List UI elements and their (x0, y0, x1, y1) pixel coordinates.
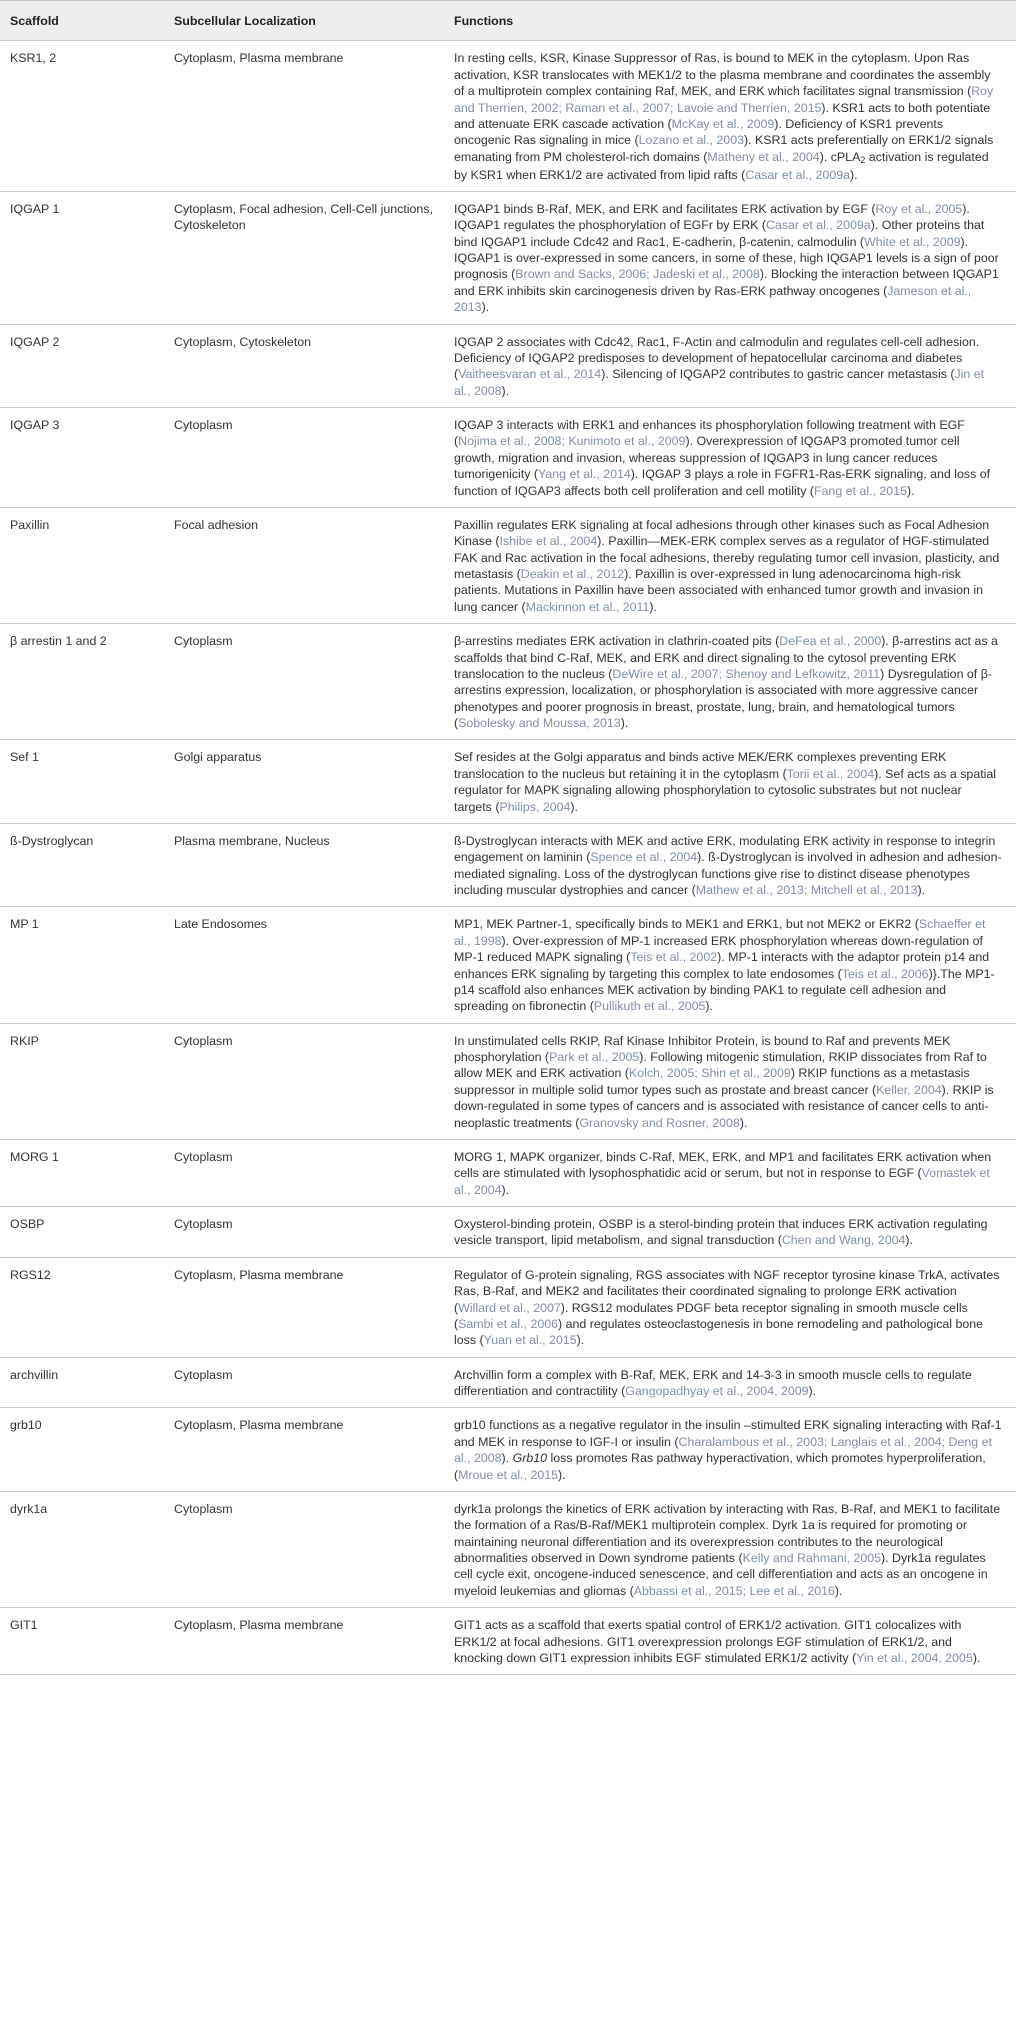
citation-link[interactable]: Fang et al., 2015 (813, 483, 907, 498)
functions-cell (444, 1207, 1016, 1258)
scaffold-cell: β arrestin 1 and 2 (0, 624, 164, 740)
citation-link[interactable]: Park et al., 2005 (549, 1050, 640, 1064)
table-header (0, 1, 1016, 41)
scaffold-cell: KSR1, 2 (0, 41, 164, 192)
localization-cell: Cytoplasm (164, 1491, 444, 1607)
column-header-localization: Subcellular Localization (164, 1, 444, 41)
functions-cell (444, 740, 1016, 824)
column-header-scaffold: Scaffold (0, 1, 164, 41)
functions-cell (444, 41, 1016, 192)
citation-link[interactable]: Gangopadhyay et al., 2004, 2009 (625, 1384, 809, 1398)
function-text: ). KSR1 acts preferentially on ERK1/2 signals emanating from PM cholesterol-rich domains ( (454, 133, 994, 164)
table-row (0, 507, 1016, 623)
function-text: IQGAP 2 associates with Cdc42, Rac1, F-Actin and calmodulin and regulates cell-cell adhesion. Deficiency of IQGAP2 predisposes to development of hepatocellular carcinoma and diabetes ( (454, 334, 980, 382)
functions-cell (444, 1139, 1016, 1206)
scaffold-cell: IQGAP 3 (0, 408, 164, 508)
table-row (0, 1023, 1016, 1139)
citation-link[interactable]: DeFea et al., 2000 (779, 634, 882, 649)
function-text: ). KSR1 acts to both potentiate and attenuate ERK cascade activation ( (454, 100, 991, 131)
function-text: ). IQGAP 3 plays a role in FGFR1-Ras-ERK signaling, and loss of function of IQGAP3 affects both cell proliferation and cell motility ( (454, 467, 991, 498)
function-text: ). MP-1 interacts with the adaptor protein p14 and enhances ERK signaling by targeting this complex to late endosomes ( (454, 950, 990, 981)
function-text: IQGAP1 binds B-Raf, MEK, and ERK and facilitates ERK activation by EGF ( (454, 201, 876, 216)
function-text: In resting cells, KSR, Kinase Suppressor of Ras, is bound to MEK in the cytoplasm. Upon Ras activation, KSR translocates with MEK1/2 to the plasma membrane and coordinates the assembly of a multiprotein complex containing Raf, MEK, and ERK which facilitates signal transmission ( (454, 51, 991, 99)
table-row (0, 1207, 1016, 1258)
functions-cell (444, 1608, 1016, 1675)
function-text: ). RKIP is down-regulated in some types of cancers and is associated with resistance of cancer cells to anti-neoplastic treatments ( (454, 1082, 994, 1130)
citation-link[interactable]: DeWire et al., 2007; Shenoy and Lefkowitz, 2011 (612, 666, 881, 681)
table-row (0, 624, 1016, 740)
functions-cell (444, 408, 1016, 508)
localization-cell: Plasma membrane, Nucleus (164, 823, 444, 907)
citation-link[interactable]: Mackinnon et al., 2011 (525, 599, 650, 614)
function-text: ). β-arrestins act as a scaffolds that bind C-Raf, MEK, and ERK and direct signaling to the cytosol preventing ERK translocation to the nucleus ( (454, 634, 998, 681)
function-text: ). (558, 1467, 566, 1482)
localization-cell: Cytoplasm (164, 1139, 444, 1206)
function-text: ). (906, 483, 915, 498)
function-text: ). (649, 599, 657, 614)
function-text: ). Other proteins that bind IQGAP1 include Cdc42 and Rac1, E-cadherin, β-catenin, calmodulin ( (454, 218, 985, 249)
scaffold-cell: OSBP (0, 1207, 164, 1258)
citation-link[interactable]: Casar et al., 2009a (745, 167, 851, 182)
localization-cell: Late Endosomes (164, 907, 444, 1023)
localization-cell: Cytoplasm, Plasma membrane (164, 1257, 444, 1357)
function-text: Regulator of G-protein signaling, RGS associates with NGF receptor tyrosine kinase TrkA, activates Ras, B-Raf, and MEK2 and facilitates their coordinated signaling to prolonge ERK activation ( (454, 1267, 1000, 1315)
function-text: ). cPLA (819, 149, 861, 164)
header-row (0, 1, 1016, 41)
function-text: ). (808, 1384, 817, 1398)
scaffold-cell: Paxillin (0, 507, 164, 623)
function-text: ). (705, 999, 713, 1014)
table-row (0, 1608, 1016, 1675)
scaffold-cell: IQGAP 1 (0, 191, 164, 324)
citation-link[interactable]: Jameson et al., 2013 (454, 283, 972, 315)
localization-cell: Cytoplasm, Cytoskeleton (164, 324, 444, 408)
citation-link[interactable]: Mroue et al., 2015 (458, 1467, 559, 1482)
function-text: ). (501, 1451, 513, 1466)
functions-cell (444, 324, 1016, 408)
function-text: IQGAP 3 interacts with ERK1 and enhances its phosphorylation following treatment with EGF ( (454, 418, 965, 449)
citation-link[interactable]: Jin et al., 2008 (454, 367, 985, 398)
localization-cell: Cytoplasm, Plasma membrane (164, 41, 444, 192)
citation-link[interactable]: Ishibe et al., 2004 (499, 534, 598, 549)
citation-link[interactable]: Torii et al., 2004 (786, 766, 875, 781)
function-text: dyrk1a prolongs the kinetics of ERK activation by interacting with Ras, B-Raf, and MEK1 to facilitate the formation of a Ras/B-Raf/MEK1 multiprotein complex. Dyrk 1a is required for promoting or maintaining neuronal differentiation and its overexpression contributes to the neurological abnormalities observed in Down syndrome patients ( (454, 1501, 1001, 1565)
functions-cell (444, 191, 1016, 324)
citation-link[interactable]: Casar et al., 2009a (765, 218, 871, 233)
function-text: ). (917, 883, 926, 897)
localization-cell: Golgi apparatus (164, 740, 444, 824)
function-text: MORG 1, MAPK organizer, binds C-Raf, MEK, ERK, and MP1 and facilitates ERK activation when cells are stimulated with lysophosphatidic acid or serum, but not in response to EGF ( (454, 1149, 992, 1181)
citation-link[interactable]: Pullikuth et al., 2005 (593, 999, 706, 1014)
function-text: ). (576, 1333, 585, 1348)
functions-cell (444, 1491, 1016, 1607)
citation-link[interactable]: Abbassi et al., 2015; Lee et al., 2016 (633, 1583, 835, 1598)
scaffold-cell: GIT1 (0, 1608, 164, 1675)
function-text: ). Over-expression of MP-1 increased ERK phosphorylation whereas down-regulation of MP-1 reduced MAPK signaling ( (454, 933, 983, 965)
citation-link[interactable]: Matheny et al., 2004 (707, 149, 820, 164)
citation-link[interactable]: Kolch, 2005; Shin et al., 2009 (628, 1066, 791, 1081)
function-text: ). (739, 1115, 748, 1130)
table-row (0, 191, 1016, 324)
function-text: activation is regulated by KSR1 when ERK1/2 are activated from lipid rafts ( (454, 149, 989, 182)
scaffold-cell: dyrk1a (0, 1491, 164, 1607)
function-text: ). Blocking the interaction between IQGAP1 and ERK inhibits skin carcinogenesis driven by Ras-ERK pathway oncogenes ( (454, 267, 999, 298)
function-text: In unstimulated cells RKIP, Raf Kinase Inhibitor Protein, is bound to Raf and prevents MEK phosphorylation ( (454, 1033, 951, 1064)
scaffold-cell: RGS12 (0, 1257, 164, 1357)
table-row (0, 907, 1016, 1023)
scaffold-cell: archvillin (0, 1357, 164, 1408)
citation-link[interactable]: Kelly and Rahmani, 2005 (742, 1551, 882, 1565)
function-text: ). Sef acts as a spatial regulator for MAPK signaling allowing phosphorylation to cytosolic substrates but not nuclear targets ( (454, 766, 997, 814)
function-text: ). Silencing of IQGAP2 contributes to gastric cancer metastasis ( (601, 367, 955, 382)
citation-link[interactable]: Teis et al., 2002 (630, 950, 718, 965)
function-text: ). IQGAP1 is over-expressed in some cancers, in some of these, high IQGAP1 levels is a sign of poor prognosis ( (454, 234, 999, 282)
function-text: ). Paxillin is over-expressed in lung adenocarcinoma high-risk patients. Mutations in Paxillin have been associated with enhanced tumor growth and invasion in lung cancer ( (454, 567, 983, 614)
function-text: ). (905, 1233, 913, 1248)
function-text: ). (850, 167, 858, 182)
functions-cell (444, 624, 1016, 740)
citation-link[interactable]: Lozano et al., 2003 (638, 133, 744, 148)
table-row (0, 1491, 1016, 1607)
citation-link[interactable]: Brown and Sacks, 2006; Jadeski et al., 2008 (515, 267, 760, 282)
citation-link[interactable]: Keller, 2004 (876, 1082, 942, 1097)
function-text: β-arrestins mediates ERK activation in clathrin-coated pits ( (454, 634, 780, 649)
table-row (0, 41, 1016, 192)
scaffold-cell: grb10 (0, 1408, 164, 1492)
function-text: ). Following mitogenic stimulation, RKIP dissociates from Raf to allow MEK and ERK activation ( (454, 1050, 987, 1081)
functions-cell (444, 1408, 1016, 1492)
citation-link[interactable]: Vomastek et al., 2004 (454, 1166, 990, 1197)
scaffold-cell: MP 1 (0, 907, 164, 1023)
citation-link[interactable]: Roy et al., 2005 (875, 201, 963, 216)
function-text: Oxysterol-binding protein, OSBP is a sterol-binding protein that induces ERK activation regulating vesicle transport, lipid metabolism, and signal transduction ( (454, 1217, 988, 1248)
table-row (0, 1408, 1016, 1492)
functions-cell (444, 1023, 1016, 1139)
function-text: ). IQGAP1 regulates the phosphorylation of EGFr by ERK ( (454, 201, 970, 233)
function-text: ß-Dystroglycan interacts with MEK and active ERK, modulating ERK activity in response to integrin engagement on laminin ( (454, 833, 996, 865)
localization-cell: Cytoplasm (164, 624, 444, 740)
function-text: ) and regulates osteoclastogenesis in bone remodeling and pathological bone loss ( (454, 1316, 984, 1348)
table-row (0, 1357, 1016, 1408)
table-row (0, 740, 1016, 824)
citation-link[interactable]: Deakin et al., 2012 (520, 567, 625, 581)
functions-cell (444, 1257, 1016, 1357)
function-text: ). (501, 1182, 510, 1197)
functions-cell (444, 823, 1016, 907)
localization-cell: Cytoplasm, Plasma membrane (164, 1608, 444, 1675)
function-text: grb10 functions as a negative regulator in the insulin –stimulted ERK signaling interacting with Raf-1 and MEK in response to IGF-I or insulin ( (454, 1418, 1002, 1449)
table-row (0, 408, 1016, 508)
citation-link[interactable]: Spence et al., 2004 (590, 850, 698, 865)
citation-link[interactable]: Roy and Therrien, 2002; Raman et al., 2007; Lavoie and Therrien, 2015 (454, 84, 994, 115)
subscript-text: 2 (860, 154, 866, 165)
table-row (0, 1139, 1016, 1206)
function-text: ). (834, 1583, 843, 1598)
function-text: ) RKIP functions as a metastasis suppressor in multiple solid tumor types such as prostate and breast cancer ( (454, 1066, 970, 1097)
function-text: ). Overexpression of IQGAP3 promoted tumor cell growth, migration and invasion, whereas suppression of IQGAP3 in lung cancer reduces tumorigenicity ( (454, 434, 960, 482)
function-text: ). Deficiency of KSR1 prevents oncogenic Ras signaling in mice ( (454, 116, 944, 148)
citation-link[interactable]: Chen and Wang, 2004 (781, 1233, 906, 1248)
function-text: ). Paxillin—MEK-ERK complex serves as a regulator of HGF-stimulated FAK and Rac activation in the focal adhesions, thereby regulating tumor cell invasion, plasticity, and metastasis ( (454, 534, 1000, 581)
citation-link[interactable]: Yang et al., 2014 (538, 467, 631, 482)
localization-cell: Cytoplasm, Focal adhesion, Cell-Cell junctions, Cytoskeleton (164, 191, 444, 324)
function-text: ). (620, 716, 629, 730)
citation-link[interactable]: Teis et al., 2006 (841, 966, 929, 981)
citation-link[interactable]: Granovsky and Rosner, 2008 (579, 1115, 740, 1130)
functions-cell (444, 907, 1016, 1023)
function-text: ) Dysregulation of β-arrestins expression, localization, or phosphorylation is associated with more aggressive cancer phenotypes and poorer prognosis in breast, prostate, lung, brain, and hematological tumors ( (454, 666, 992, 730)
function-text: ). (501, 383, 510, 398)
citation-link[interactable]: Vaitheesvaran et al., 2014 (458, 367, 602, 382)
function-text: )}.The MP1-p14 scaffold also enhances MEK activation by binding PAK1 to regulate cell adhesion and spreading on fibronectin ( (454, 966, 995, 1014)
function-text: ). (481, 300, 490, 315)
localization-cell: Cytoplasm (164, 1023, 444, 1139)
localization-cell: Cytoplasm (164, 1357, 444, 1408)
citation-link[interactable]: Charalambous et al., 2003; Langlais et al., 2004; Deng et al., 2008 (454, 1434, 992, 1466)
citation-link[interactable]: Nojima et al., 2008; Kunimoto et al., 2009 (458, 434, 686, 449)
localization-cell: Cytoplasm (164, 1207, 444, 1258)
function-text: ). (972, 1650, 981, 1665)
function-text: Sef resides at the Golgi apparatus and binds active MEK/ERK complexes preventing ERK translocation to the nucleus but retaining it in the cytoplasm ( (454, 750, 947, 781)
citation-link[interactable]: Sambi et al., 2006 (458, 1316, 559, 1331)
italic-gene-name: Grb10 (512, 1451, 547, 1466)
function-text: Archvillin form a complex with B-Raf, MEK, ERK and 14-3-3 in smooth muscle cells to regulate differentiation and contractility ( (454, 1367, 972, 1398)
scaffold-cell: IQGAP 2 (0, 324, 164, 408)
table-row (0, 1257, 1016, 1357)
citation-link[interactable]: Schaeffer et al., 1998 (454, 917, 986, 948)
citation-link[interactable]: Mathew et al., 2013; Mitchell et al., 2013 (695, 883, 918, 897)
citation-link[interactable]: Yin et al., 2004, 2005 (856, 1650, 973, 1665)
functions-cell (444, 1357, 1016, 1408)
localization-cell: Cytoplasm (164, 408, 444, 508)
function-text: loss promotes Ras pathway hyperactivation, which promotes hyperproliferation, ( (454, 1451, 986, 1482)
citation-link[interactable]: Willard et al., 2007 (458, 1300, 561, 1315)
scaffold-cell: RKIP (0, 1023, 164, 1139)
function-text: ). Dyrk1a regulates cell cycle exit, oncogene-induced senescence, and cell differentiation and acts as an oncogene in myeloid leukemias and gliomas ( (454, 1551, 988, 1598)
scaffold-cell: ß-Dystroglycan (0, 823, 164, 907)
citation-link[interactable]: Sobolesky and Moussa, 2013 (458, 716, 621, 730)
table-body (0, 41, 1016, 1675)
function-text: Paxillin regulates ERK signaling at focal adhesions through other kinases such as Focal Adhesion Kinase ( (454, 517, 990, 549)
scaffold-cell: MORG 1 (0, 1139, 164, 1206)
function-text: MP1, MEK Partner-1, specifically binds to MEK1 and ERK1, but not MEK2 or EKR2 ( (454, 917, 919, 932)
citation-link[interactable]: White et al., 2009 (864, 234, 961, 249)
function-text: ). (570, 799, 578, 814)
function-text: ). ß-Dystroglycan is involved in adhesion and adhesion-mediated signaling. Loss of the dystroglycan functions give rise to distinct disease phenotypes including muscular dystrophies and cancer ( (454, 850, 1002, 897)
citation-link[interactable]: McKay et al., 2009 (671, 116, 775, 131)
scaffold-cell: Sef 1 (0, 740, 164, 824)
localization-cell: Cytoplasm, Plasma membrane (164, 1408, 444, 1492)
functions-cell (444, 507, 1016, 623)
table-row (0, 823, 1016, 907)
localization-cell: Focal adhesion (164, 507, 444, 623)
column-header-functions: Functions (444, 1, 1016, 41)
table-row (0, 324, 1016, 408)
function-text: GIT1 acts as a scaffold that exerts spatial control of ERK1/2 activation. GIT1 colocalizes with ERK1/2 at focal adhesions. GIT1 overexpression prolongs EGF stimulation of ERK1/2, and knocking down GIT1 expression inhibits EGF stimulated ERK1/2 activity ( (454, 1618, 962, 1665)
citation-link[interactable]: Philips, 2004 (499, 799, 571, 814)
citation-link[interactable]: Yuan et al., 2015 (483, 1333, 577, 1348)
function-text: ). RGS12 modulates PDGF beta receptor signaling in smooth muscle cells ( (454, 1300, 968, 1331)
